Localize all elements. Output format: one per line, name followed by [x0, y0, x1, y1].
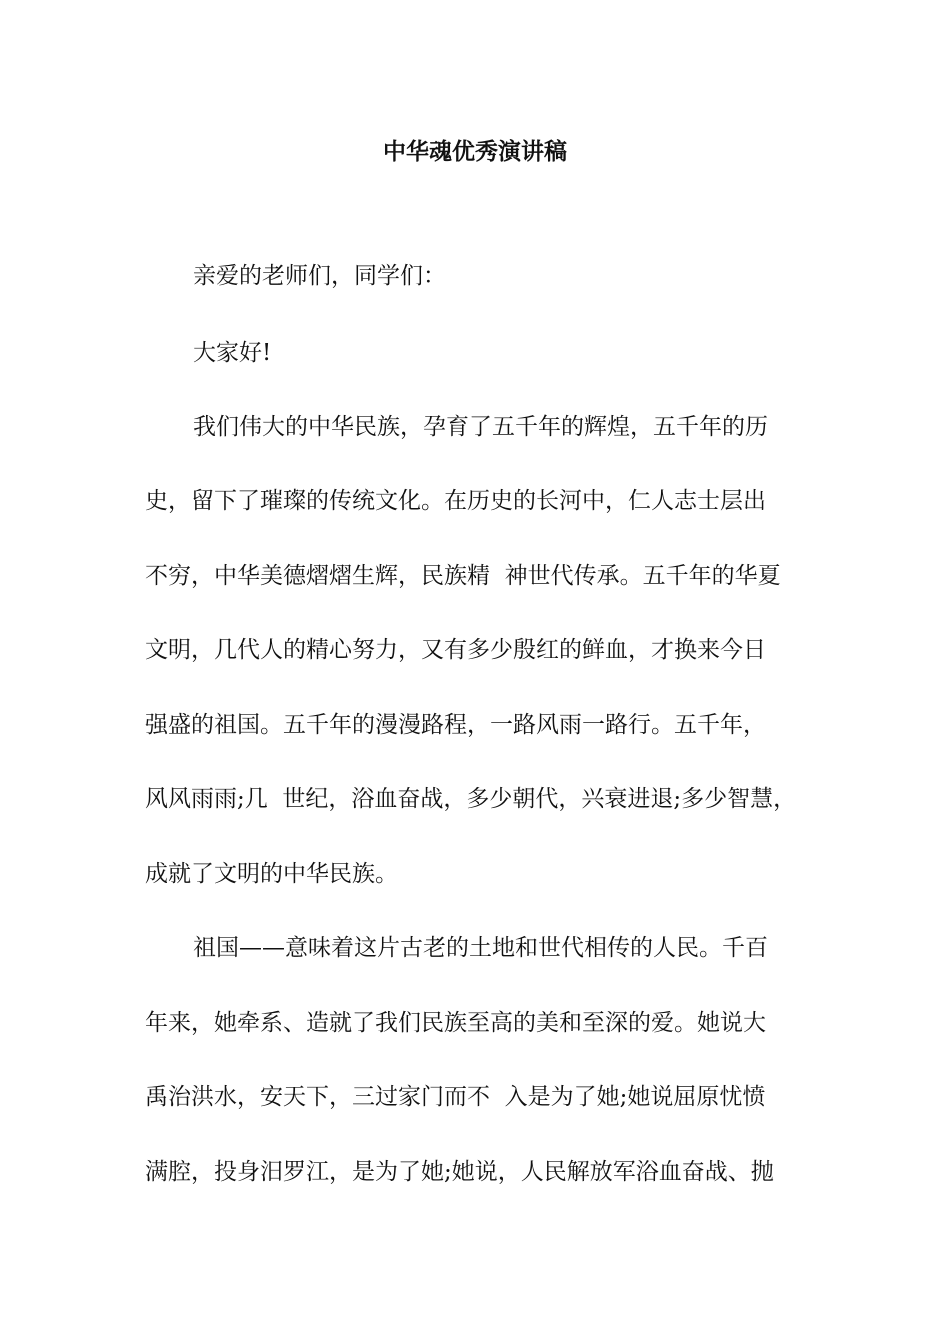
greeting: 大家好! — [193, 340, 272, 366]
paragraph-line: 年来，她牵系、造就了我们民族至高的美和至深的爱。她说大 — [145, 1010, 766, 1036]
paragraph-line: 我们伟大的中华民族，孕育了五千年的辉煌，五千年的历 — [193, 414, 768, 440]
paragraph-line: 风风雨雨;几 世纪，浴血奋战，多少朝代，兴衰进退;多少智慧， — [145, 786, 797, 812]
paragraph-line: 禹治洪水，安天下，三过家门而不 入是为了她;她说屈原忧愤 — [145, 1084, 766, 1110]
paragraph-line: 文明，几代人的精心努力，又有多少殷红的鲜血，才换来今日 — [145, 637, 766, 663]
salutation: 亲爱的老师们，同学们： — [193, 263, 446, 289]
paragraph-line: 祖国——意味着这片古老的土地和世代相传的人民。千百 — [193, 935, 768, 961]
paragraph-line: 史，留下了璀璨的传统文化。在历史的长河中，仁人志士层出 — [145, 488, 766, 514]
paragraph-line: 满腔，投身汨罗江，是为了她;她说，人民解放军浴血奋战、抛 — [145, 1159, 774, 1185]
document-title: 中华魂优秀演讲稿 — [383, 138, 567, 165]
paragraph-line: 成就了文明的中华民族。 — [145, 861, 398, 887]
paragraph-line: 强盛的祖国。五千年的漫漫路程，一路风雨一路行。五千年， — [145, 712, 766, 738]
paragraph-line: 不穷，中华美德熠熠生辉，民族精 神世代传承。五千年的华夏 — [145, 563, 781, 589]
